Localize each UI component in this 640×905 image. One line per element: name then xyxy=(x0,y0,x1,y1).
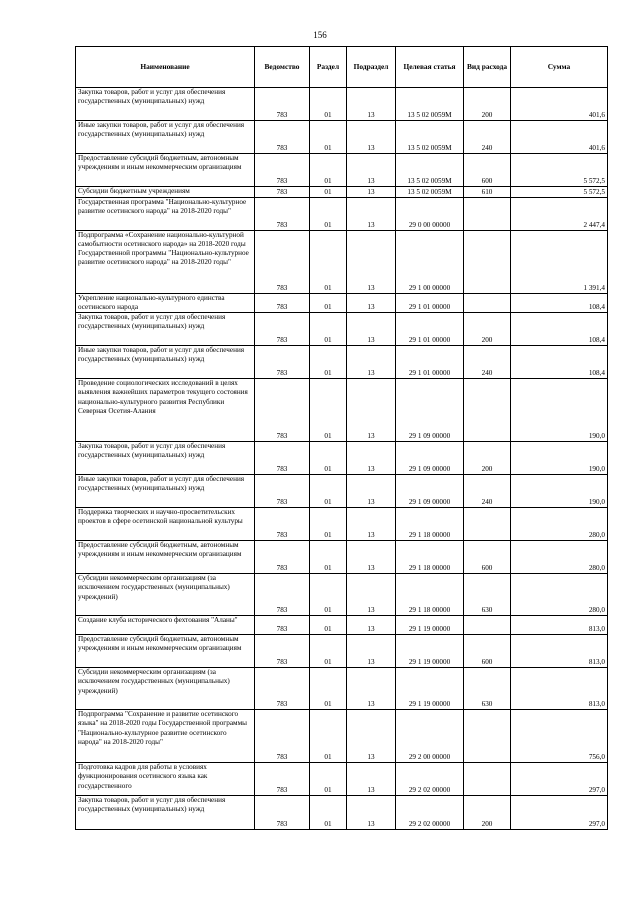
row-subsection-cell: 13 xyxy=(347,154,396,187)
row-target-cell: 29 1 01 00000 xyxy=(396,294,464,313)
row-type-cell: 600 xyxy=(464,154,511,187)
row-dept-cell: 783 xyxy=(255,294,310,313)
row-amount-cell: 5 572,5 xyxy=(511,187,608,198)
row-amount-cell: 280,0 xyxy=(511,574,608,616)
table-row xyxy=(76,442,608,475)
table-row xyxy=(76,187,608,198)
row-dept-cell: 783 xyxy=(255,88,310,121)
row-amount-cell: 190,0 xyxy=(511,475,608,508)
row-section-cell: 01 xyxy=(310,231,347,294)
row-section-cell: 01 xyxy=(310,198,347,231)
table-row xyxy=(76,121,608,154)
row-amount-cell: 108,4 xyxy=(511,346,608,379)
row-type-cell: 600 xyxy=(464,635,511,668)
row-dept-cell: 783 xyxy=(255,668,310,710)
row-dept-cell: 783 xyxy=(255,796,310,830)
row-type-cell: 600 xyxy=(464,541,511,574)
row-type-cell: 200 xyxy=(464,442,511,475)
row-name-cell: Предоставление субсидий бюджетным, автономным учреждениям и иным некоммерческим организациям xyxy=(76,154,255,187)
row-section-cell: 01 xyxy=(310,616,347,635)
row-dept-cell: 783 xyxy=(255,616,310,635)
table-row xyxy=(76,88,608,121)
row-target-cell: 29 1 18 00000 xyxy=(396,508,464,541)
row-subsection-cell: 13 xyxy=(347,475,396,508)
row-name-cell: Иные закупки товаров, работ и услуг для обеспечения государственных (муниципальных) нужд xyxy=(76,121,255,154)
row-subsection-cell: 13 xyxy=(347,508,396,541)
header-name: Наименование xyxy=(76,47,255,88)
row-dept-cell: 783 xyxy=(255,475,310,508)
row-amount-cell: 108,4 xyxy=(511,313,608,346)
row-name-cell: Субсидии бюджетным учреждениям xyxy=(76,187,255,198)
page-number: 156 xyxy=(313,30,327,40)
row-section-cell: 01 xyxy=(310,763,347,796)
table-row xyxy=(76,796,608,830)
row-target-cell: 29 1 18 00000 xyxy=(396,574,464,616)
row-target-cell: 29 1 19 00000 xyxy=(396,635,464,668)
row-type-cell xyxy=(464,198,511,231)
row-name-cell: Создание клуба исторического фехтования "Аланы" xyxy=(76,616,255,635)
row-name-cell: Иные закупки товаров, работ и услуг для обеспечения государственных (муниципальных) нужд xyxy=(76,346,255,379)
row-name-cell: Закупка товаров, работ и услуг для обеспечения государственных (муниципальных) нужд xyxy=(76,88,255,121)
row-type-cell: 200 xyxy=(464,313,511,346)
row-amount-cell: 297,0 xyxy=(511,796,608,830)
row-name-cell: Проведение социологических исследований в целях выявления важнейших параметров текущего состояния национально-культурного развития Республики Северная Осетия-Алания xyxy=(76,379,255,442)
header-dept: Ведомство xyxy=(255,47,310,88)
table-row xyxy=(76,508,608,541)
row-subsection-cell: 13 xyxy=(347,187,396,198)
row-type-cell xyxy=(464,379,511,442)
row-section-cell: 01 xyxy=(310,154,347,187)
row-subsection-cell: 13 xyxy=(347,88,396,121)
row-type-cell: 200 xyxy=(464,88,511,121)
table-row xyxy=(76,198,608,231)
row-dept-cell: 783 xyxy=(255,442,310,475)
row-subsection-cell: 13 xyxy=(347,710,396,763)
row-dept-cell: 783 xyxy=(255,574,310,616)
row-target-cell: 29 2 02 00000 xyxy=(396,763,464,796)
row-name-cell: Закупка товаров, работ и услуг для обеспечения государственных (муниципальных) нужд xyxy=(76,796,255,830)
table-row xyxy=(76,294,608,313)
row-dept-cell: 783 xyxy=(255,346,310,379)
row-subsection-cell: 13 xyxy=(347,541,396,574)
row-section-cell: 01 xyxy=(310,379,347,442)
row-target-cell: 29 1 09 00000 xyxy=(396,379,464,442)
row-section-cell: 01 xyxy=(310,313,347,346)
row-type-cell: 240 xyxy=(464,475,511,508)
row-section-cell: 01 xyxy=(310,88,347,121)
row-section-cell: 01 xyxy=(310,574,347,616)
row-target-cell: 29 1 19 00000 xyxy=(396,668,464,710)
header-target: Целевая статья xyxy=(396,47,464,88)
table-row xyxy=(76,635,608,668)
row-dept-cell: 783 xyxy=(255,635,310,668)
row-section-cell: 01 xyxy=(310,796,347,830)
row-dept-cell: 783 xyxy=(255,313,310,346)
header-subsection: Подраздел xyxy=(347,47,396,88)
row-subsection-cell: 13 xyxy=(347,294,396,313)
header-type: Вид расхода xyxy=(464,47,511,88)
row-amount-cell: 280,0 xyxy=(511,541,608,574)
table-row xyxy=(76,154,608,187)
row-name-cell: Подготовка кадров для работы в условиях функционирования осетинского языка как государственного xyxy=(76,763,255,796)
row-type-cell xyxy=(464,231,511,294)
table-row xyxy=(76,541,608,574)
row-dept-cell: 783 xyxy=(255,710,310,763)
row-target-cell: 29 1 01 00000 xyxy=(396,346,464,379)
row-type-cell xyxy=(464,763,511,796)
row-subsection-cell: 13 xyxy=(347,763,396,796)
row-subsection-cell: 13 xyxy=(347,574,396,616)
row-target-cell: 13 5 02 0059М xyxy=(396,121,464,154)
row-section-cell: 01 xyxy=(310,710,347,763)
row-amount-cell: 2 447,4 xyxy=(511,198,608,231)
row-section-cell: 01 xyxy=(310,541,347,574)
row-section-cell: 01 xyxy=(310,346,347,379)
row-dept-cell: 783 xyxy=(255,154,310,187)
row-target-cell: 13 5 02 0059М xyxy=(396,88,464,121)
row-amount-cell: 1 391,4 xyxy=(511,231,608,294)
row-amount-cell: 813,0 xyxy=(511,668,608,710)
row-name-cell: Подпрограмма "Сохранение и развитие осетинского языка" на 2018-2020 годы Государственной программы "Национально-культурное развитие осетинского народа" на 2018-2020 годы" xyxy=(76,710,255,763)
row-type-cell: 630 xyxy=(464,668,511,710)
row-subsection-cell: 13 xyxy=(347,121,396,154)
row-amount-cell: 756,0 xyxy=(511,710,608,763)
row-amount-cell: 401,6 xyxy=(511,88,608,121)
row-type-cell xyxy=(464,508,511,541)
table-row xyxy=(76,574,608,616)
row-target-cell: 29 1 09 00000 xyxy=(396,475,464,508)
row-target-cell: 29 2 02 00000 xyxy=(396,796,464,830)
row-name-cell: Закупка товаров, работ и услуг для обеспечения государственных (муниципальных) нужд xyxy=(76,442,255,475)
budget-table xyxy=(75,46,608,830)
row-type-cell: 200 xyxy=(464,796,511,830)
row-target-cell: 29 1 09 00000 xyxy=(396,442,464,475)
row-amount-cell: 297,0 xyxy=(511,763,608,796)
row-subsection-cell: 13 xyxy=(347,346,396,379)
table-row xyxy=(76,668,608,710)
row-target-cell: 29 1 19 00000 xyxy=(396,616,464,635)
table-row xyxy=(76,313,608,346)
row-subsection-cell: 13 xyxy=(347,668,396,710)
table-row xyxy=(76,616,608,635)
row-name-cell: Предоставление субсидий бюджетным, автономным учреждениям и иным некоммерческим организациям xyxy=(76,635,255,668)
row-amount-cell: 401,6 xyxy=(511,121,608,154)
row-amount-cell: 280,0 xyxy=(511,508,608,541)
row-target-cell: 13 5 02 0059М xyxy=(396,187,464,198)
row-name-cell: Укрепление национально-культурного единства осетинского народа xyxy=(76,294,255,313)
table-row xyxy=(76,231,608,294)
row-dept-cell: 783 xyxy=(255,198,310,231)
row-target-cell: 29 1 00 00000 xyxy=(396,231,464,294)
row-type-cell xyxy=(464,710,511,763)
row-subsection-cell: 13 xyxy=(347,635,396,668)
row-subsection-cell: 13 xyxy=(347,616,396,635)
row-name-cell: Государственная программа "Национально-культурное развитие осетинского народа" на 2018-2020 годы" xyxy=(76,198,255,231)
row-target-cell: 29 1 18 00000 xyxy=(396,541,464,574)
row-dept-cell: 783 xyxy=(255,231,310,294)
row-subsection-cell: 13 xyxy=(347,442,396,475)
row-section-cell: 01 xyxy=(310,668,347,710)
row-dept-cell: 783 xyxy=(255,187,310,198)
row-type-cell: 610 xyxy=(464,187,511,198)
row-dept-cell: 783 xyxy=(255,379,310,442)
row-amount-cell: 190,0 xyxy=(511,379,608,442)
row-type-cell: 630 xyxy=(464,574,511,616)
row-section-cell: 01 xyxy=(310,187,347,198)
row-target-cell: 29 2 00 00000 xyxy=(396,710,464,763)
row-target-cell: 29 0 00 00000 xyxy=(396,198,464,231)
row-dept-cell: 783 xyxy=(255,541,310,574)
row-dept-cell: 783 xyxy=(255,508,310,541)
header-amount: Сумма xyxy=(511,47,608,88)
row-name-cell: Иные закупки товаров, работ и услуг для обеспечения государственных (муниципальных) нужд xyxy=(76,475,255,508)
row-name-cell: Закупка товаров, работ и услуг для обеспечения государственных (муниципальных) нужд xyxy=(76,313,255,346)
header-section: Раздел xyxy=(310,47,347,88)
row-type-cell xyxy=(464,294,511,313)
table-row xyxy=(76,379,608,442)
row-amount-cell: 813,0 xyxy=(511,635,608,668)
row-section-cell: 01 xyxy=(310,635,347,668)
row-type-cell: 240 xyxy=(464,346,511,379)
table-row xyxy=(76,346,608,379)
row-section-cell: 01 xyxy=(310,294,347,313)
row-subsection-cell: 13 xyxy=(347,313,396,346)
row-amount-cell: 5 572,5 xyxy=(511,154,608,187)
row-name-cell: Субсидии некоммерческим организациям (за исключением государственных (муниципальных) учреждений) xyxy=(76,668,255,710)
row-name-cell: Поддержка творческих и научно-просветительских проектов в сфере осетинской национальной культуры xyxy=(76,508,255,541)
table-row xyxy=(76,475,608,508)
row-target-cell: 29 1 01 00000 xyxy=(396,313,464,346)
row-amount-cell: 190,0 xyxy=(511,442,608,475)
row-section-cell: 01 xyxy=(310,442,347,475)
row-type-cell xyxy=(464,616,511,635)
row-amount-cell: 108,4 xyxy=(511,294,608,313)
row-section-cell: 01 xyxy=(310,121,347,154)
row-subsection-cell: 13 xyxy=(347,198,396,231)
row-amount-cell: 813,0 xyxy=(511,616,608,635)
row-subsection-cell: 13 xyxy=(347,379,396,442)
table-row xyxy=(76,710,608,763)
row-name-cell: Субсидии некоммерческим организациям (за исключением государственных (муниципальных) учреждений) xyxy=(76,574,255,616)
row-target-cell: 13 5 02 0059М xyxy=(396,154,464,187)
row-section-cell: 01 xyxy=(310,475,347,508)
row-name-cell: Предоставление субсидий бюджетным, автономным учреждениям и иным некоммерческим организациям xyxy=(76,541,255,574)
row-section-cell: 01 xyxy=(310,508,347,541)
row-subsection-cell: 13 xyxy=(347,231,396,294)
row-name-cell: Подпрограмма «Сохранение национально-культурной самобытности осетинского народа» на 2018-2020 годы Государственной программы "Национально-культурное развитие осетинского народа" на 2018-2020 годы" xyxy=(76,231,255,294)
row-dept-cell: 783 xyxy=(255,763,310,796)
row-dept-cell: 783 xyxy=(255,121,310,154)
table-row xyxy=(76,763,608,796)
row-type-cell: 240 xyxy=(464,121,511,154)
table-header-row xyxy=(76,47,608,88)
row-subsection-cell: 13 xyxy=(347,796,396,830)
